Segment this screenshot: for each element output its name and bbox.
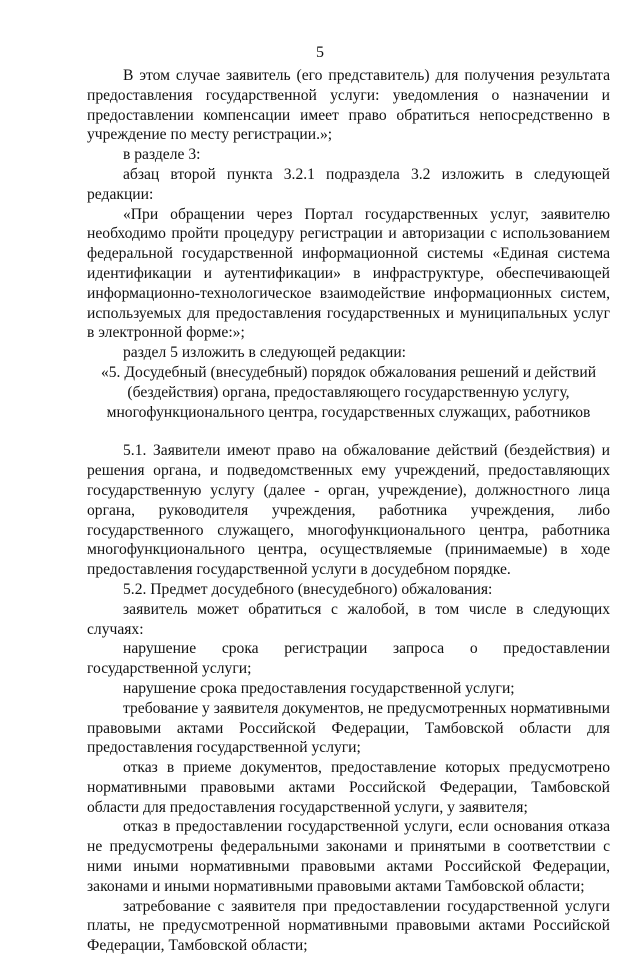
paragraph: раздел 5 изложить в следующей редакции: (123, 344, 407, 362)
paragraph: 5.1. Заявители имеют право на обжалование действий (бездействия) и решения органа, и подведомственных ему учреждений, предоставляющих государственную услугу (далее - орган, учреждение), должностного лица органа, руководителя учреждения, работника учреждения, либо государственного служащего, многофункционального центра, работника многофункционального центра, осуществляемые (принимаемые) в ходе предоставления государственной услуги в досудебном порядке. (87, 442, 610, 579)
paragraph: затребование с заявителя при предоставлении государственной услуги платы, не предусмотренной нормативными правовыми актами Российской Федерации, Тамбовской области; (87, 897, 610, 955)
section-heading-line: многофункционального центра, государственных служащих, работников (106, 403, 591, 421)
section-heading (87, 363, 610, 422)
paragraph: в разделе 3: (123, 146, 201, 164)
spacer (87, 422, 610, 441)
paragraph: В этом случае заявитель (его представитель) для получения результата предоставления государственной услуги: уведомления о назначении и предоставлении компенсации имеет право обратиться непосредственно в учреждение по месту регистрации.»; (87, 67, 610, 144)
paragraph: отказ в приеме документов, предоставление которых предусмотрено нормативными правовыми актами Российской Федерации, Тамбовской области для предоставления государственной услуги, у заявителя; (87, 759, 610, 816)
paragraph: заявитель может обратиться с жалобой, в том числе в следующих случаях: (87, 600, 610, 638)
paragraph: нарушение срока регистрации запроса о предоставлении государственной услуги; (87, 640, 610, 678)
paragraph: требование у заявителя документов, не предусмотренных нормативными правовыми актами Российской Федерации, Тамбовской области для предоставления государственной услуги; (87, 699, 610, 757)
section-heading-line: «5. Досудебный (внесудебный) порядок обжалования решений и действий (100, 363, 597, 381)
section-heading-line: (бездействия) органа, предоставляющего государственную услугу, (127, 383, 570, 401)
page-number: 5 (316, 44, 324, 61)
document-body (87, 66, 610, 956)
paragraph: нарушение срока предоставления государственной услуги; (123, 679, 515, 697)
paragraph: 5.2. Предмет досудебного (внесудебного) обжалования: (123, 580, 493, 598)
paragraph: абзац второй пункта 3.2.1 подраздела 3.2 изложить в следующей редакции: (87, 165, 610, 203)
paragraph: отказ в предоставлении государственной услуги, если основания отказа не предусмотрены федеральными законами и принятыми в соответствии с ними иными нормативными правовыми актами Российской Федерации, законами и иными нормативными правовыми актами Тамбовской области; (87, 818, 610, 895)
paragraph: «При обращении через Портал государственных услуг, заявителю необходимо пройти процедуру регистрации и авторизации с использованием федеральной государственной информационной системы «Единая система идентификации и аутентификации» в инфраструктуре, обеспечивающей информационно-технологическое взаимодействие информационных систем, используемых для предоставления государственных и муниципальных услуг в электронной форме:»; (87, 205, 610, 342)
